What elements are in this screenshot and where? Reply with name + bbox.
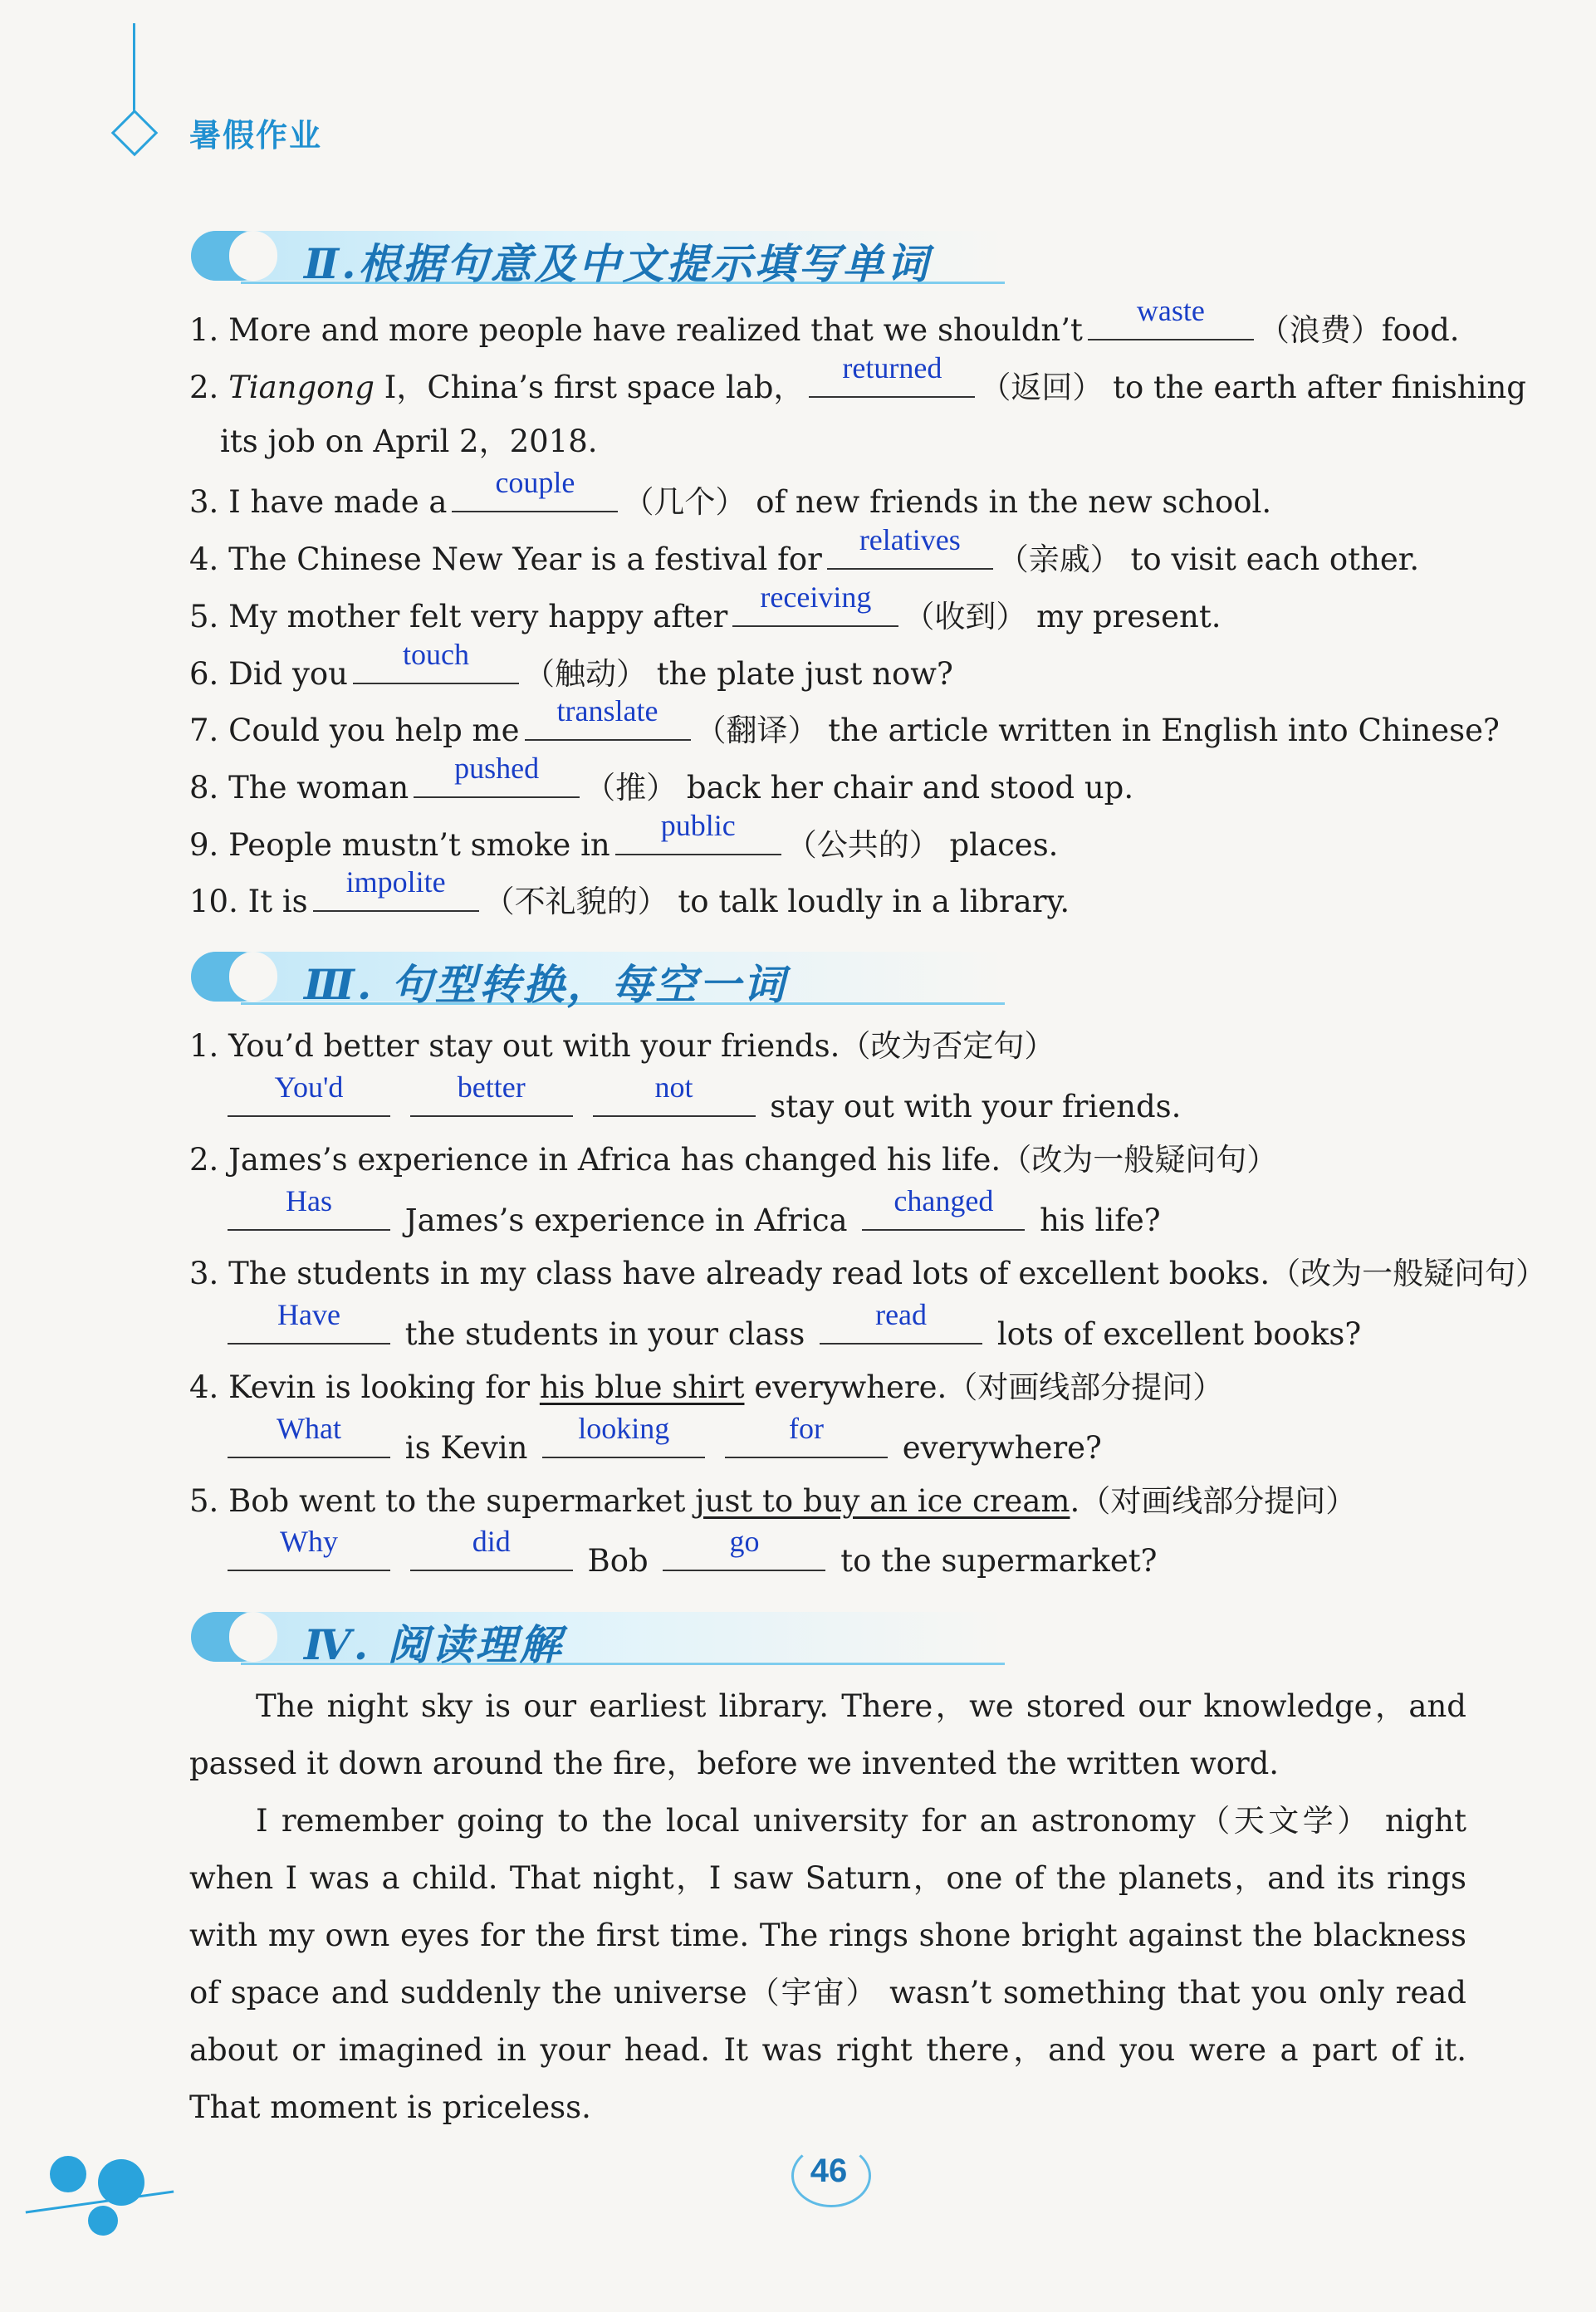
decorative-dot	[88, 2206, 118, 2236]
s2-q10-answer: impolite	[345, 865, 446, 899]
page-number: 46	[783, 2144, 874, 2206]
s2-question-1: 1. More and more people have realized that we shouldn’t waste （浪费）food.	[189, 306, 1460, 352]
s2-q7-answer: translate	[556, 694, 658, 727]
s2-question-4: 4. The Chinese New Year is a festival for relatives （亲戚） to visit each other.	[189, 535, 1419, 581]
s3-q4-answer-1: What	[277, 1412, 341, 1445]
s3-q5-underlined: just to buy an ice cream	[695, 1483, 1070, 1519]
s2-question-2-continued: its job on April 2，2018.	[220, 424, 598, 459]
s3-q2-answer-2: changed	[893, 1184, 994, 1217]
s3-q3-answer-1: Have	[277, 1298, 340, 1331]
s2-question-9: 9. People mustn’t smoke in public （公共的） places.	[189, 820, 1058, 867]
reading-paragraph-2: I remember going to the local university for an astronomy（天文学） night when I was a child. That night，I saw Saturn，one of the planets，and its rings with my own eyes for the first time. The rings shone bright against the blackness of space and suddenly the universe（宇宙） wasn’t something that you only read about or imagined in your head. It was right there，and you were a part of it. That moment is priceless.	[189, 1803, 1466, 2125]
s3-q5-answer-3: go	[729, 1525, 760, 1558]
s3-question-4: 4. Kevin is looking for his blue shirt everywhere.（对画线部分提问）	[189, 1369, 1224, 1405]
s3-question-5: 5. Bob went to the supermarket just to buy an ice cream.（对画线部分提问）	[189, 1483, 1357, 1519]
s2-question-10: 10. It is impolite （不礼貌的） to talk loudly in a library.	[189, 877, 1070, 923]
s3-question-3: 3. The students in my class have already read lots of excellent books.（改为一般疑问句）	[189, 1256, 1547, 1291]
s3-q4-answer-2: looking	[578, 1412, 670, 1445]
section-3-banner	[191, 947, 1005, 1007]
s2-question-2: 2. Tiangong Ⅰ，China’s first space lab， returned （返回） to the earth after finishing	[189, 363, 1526, 409]
section-3-title: Ⅲ. 句型转换，每空一词	[304, 960, 787, 1009]
s2-q9-answer: public	[660, 809, 736, 842]
s3-question-5-answer-line: Why did Bob go to the supermarket?	[223, 1536, 1157, 1583]
diamond-icon	[111, 110, 159, 157]
s3-q5-answer-1: Why	[280, 1525, 338, 1558]
s3-question-4-answer-line: What is Kevin looking for everywhere?	[223, 1423, 1102, 1470]
section-4-banner	[191, 1607, 1005, 1667]
s2-question-3: 3. I have made a couple （几个） of new friends in the new school.	[189, 478, 1271, 524]
header-title: 暑假作业	[189, 117, 323, 154]
s2-question-5: 5. My mother felt very happy after receiving （收到） my present.	[189, 592, 1221, 639]
s3-q4-answer-3: for	[789, 1412, 824, 1445]
section-2-banner	[191, 226, 1005, 286]
s2-question-6: 6. Did you touch （触动） the plate just now?	[189, 649, 953, 696]
s3-question-2: 2. James’s experience in Africa has changed his life.（改为一般疑问句）	[189, 1142, 1278, 1178]
s2-q6-answer: touch	[403, 638, 470, 671]
s3-q2-answer-1: Has	[286, 1184, 332, 1217]
s3-q3-answer-2: read	[875, 1298, 928, 1331]
s3-question-1: 1. You’d better stay out with your friends.（改为否定句）	[189, 1028, 1055, 1064]
s3-q4-underlined: his blue shirt	[539, 1369, 745, 1405]
s3-q1-answer-1: You'd	[274, 1070, 344, 1104]
decorative-dot	[98, 2159, 144, 2206]
s2-q2-answer: returned	[842, 351, 942, 385]
s3-question-3-answer-line: Have the students in your class read lots of excellent books?	[223, 1310, 1361, 1356]
s2-q4-answer: relatives	[859, 523, 961, 556]
s2-q3-answer: couple	[495, 466, 575, 499]
s2-q5-answer: receiving	[760, 580, 872, 614]
s2-question-7: 7. Could you help me translate （翻译） the article written in English into Chinese?	[189, 706, 1500, 752]
header-line	[133, 23, 135, 121]
s3-q1-answer-2: better	[457, 1070, 526, 1104]
s2-question-8: 8. The woman pushed （推） back her chair and stood up.	[189, 763, 1133, 810]
s3-question-2-answer-line: Has James’s experience in Africa changed his life?	[223, 1196, 1161, 1242]
s3-question-1-answer-line: You'd better not stay out with your friends.	[223, 1082, 1181, 1129]
s2-q8-answer: pushed	[454, 752, 540, 785]
reading-paragraph-1: The night sky is our earliest library. There，we stored our knowledge，and passed it down around the fire，before we invented the written word.	[189, 1688, 1466, 1781]
s3-q1-answer-3: not	[654, 1070, 693, 1104]
s3-q5-answer-2: did	[472, 1525, 511, 1558]
section-4-title: Ⅳ. 阅读理解	[304, 1620, 564, 1669]
decorative-dot	[50, 2156, 86, 2192]
section-2-title: Ⅱ.根据句意及中文提示填写单词	[304, 239, 931, 288]
s2-q1-answer: waste	[1136, 294, 1205, 327]
